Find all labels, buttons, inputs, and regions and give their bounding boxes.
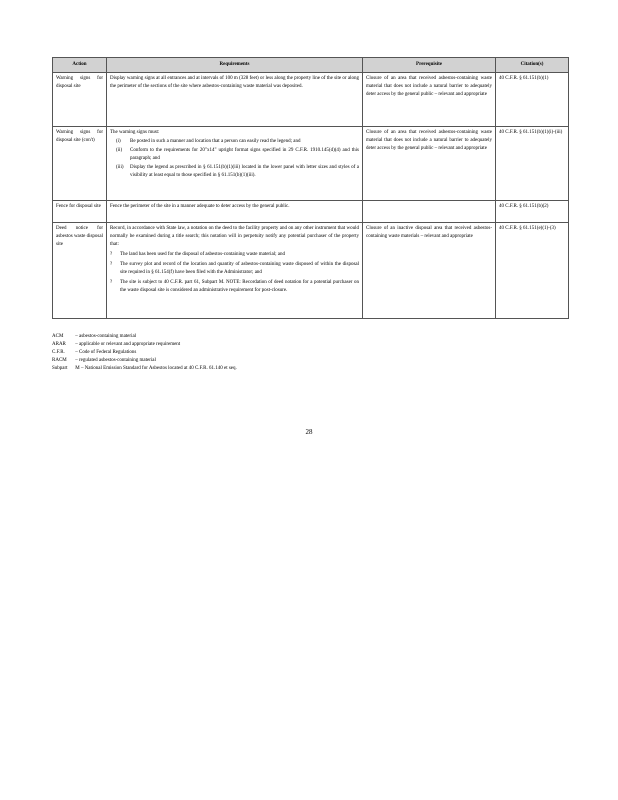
list-item — [116, 164, 359, 180]
list-text: The site is subject to 40 C.F.R. part 61, Subpart M. NOTE: Recordation of deed notation for a potential purchaser on the waste disposal site is considered an administrative requirement for post-closure. — [120, 280, 359, 293]
table-row — [53, 73, 569, 127]
cell-requirements — [107, 127, 363, 201]
abbreviation-key: ACM — [52, 334, 64, 339]
cell-prerequisite: Closure of an area that received asbestos-containing waste material that does not include a natural barrier to adequately deter access by the general public – relevant and appropriate — [363, 73, 496, 127]
cell-requirements — [107, 223, 363, 319]
list-item — [110, 279, 359, 295]
table-row — [53, 223, 569, 319]
cell-requirements: Fence the perimeter of the site in a manner adequate to deter access by the general public. — [107, 201, 363, 223]
cell-requirements: Display warning signs at all entrances and at intervals of 100 m (328 feet) or less along the property line of the site or along the perimeter of the sections of the site where asbestos-containing waste material was deposited. — [107, 73, 363, 127]
abbreviation-item — [52, 357, 237, 365]
requirements-table — [52, 57, 569, 319]
cell-action: Deed notice for asbestos waste disposal site — [53, 223, 107, 319]
abbreviation-item — [52, 365, 237, 373]
requirements-intro: The warning signs must: — [110, 130, 160, 135]
abbreviation-item — [52, 349, 237, 357]
cell-citation: 40 C.F.R. § 61.151(b)(1)(i)-(iii) — [496, 127, 569, 201]
cell-citation: 40 C.F.R. § 61.151(b)(1) — [496, 73, 569, 127]
list-marker: ? — [110, 252, 113, 257]
abbreviation-value: – Code of Federal Regulations — [75, 350, 137, 355]
list-text: Conform to the requirements for 20"x14" upright format signs specified in 29 C.F.R. 1910.145(d)(4) and this paragraph; and — [130, 148, 359, 161]
list-item — [110, 251, 359, 259]
list-marker: (iii) — [116, 165, 124, 170]
abbreviation-item — [52, 341, 237, 349]
cell-prerequisite — [363, 201, 496, 223]
abbreviations-list — [52, 333, 237, 373]
table-row — [53, 201, 569, 223]
cell-citation: 40 C.F.R. § 61.151(b)(2) — [496, 201, 569, 223]
abbreviation-item — [52, 333, 237, 341]
cell-action: Warning signs for disposal site (con't) — [53, 127, 107, 201]
abbreviation-value: M – National Emission Standard for Asbestos located at 40 C.F.R. 61.140 et seq. — [75, 366, 237, 371]
cell-action: Warning signs for disposal site — [53, 73, 107, 127]
abbreviation-key: RACM — [52, 358, 67, 363]
table-row — [53, 127, 569, 201]
abbreviation-value: – applicable or relevant and appropriate requirement — [75, 342, 181, 347]
abbreviation-key: ARAR — [52, 342, 66, 347]
page — [52, 57, 568, 319]
header-action: Action — [53, 58, 107, 73]
list-text: Be posted in such a manner and location that a person can easily read the legend; and — [130, 139, 301, 144]
header-citations: Citation(s) — [496, 58, 569, 73]
requirements-text: Record, in accordance with State law, a notation on the deed to the facility property and on any other instrument that would normally be examined during a title search; this notation will in perpetuity notify any potential purchaser of the property that: — [110, 226, 359, 247]
abbreviation-value: – asbestos-containing material — [75, 334, 137, 339]
table-header-row — [53, 58, 569, 73]
list-marker: (ii) — [116, 148, 123, 153]
list-item — [116, 138, 359, 146]
list-marker: ? — [110, 262, 113, 267]
cell-prerequisite: Closure of an inactive disposal area that received asbestos-containing waste materials – relevant and appropriate — [363, 223, 496, 319]
list-text: Display the legend as prescribed in § 61.151(b)(1)(iii) located in the lower panel with letter sizes and styles of a visibility at least equal to those specified in § 61.151(b)(1)(iii). — [130, 165, 359, 178]
list-item — [110, 261, 359, 277]
header-prerequisite: Prerequisite — [363, 58, 496, 73]
list-text: The land has been used for the disposal of asbestos-containing waste material; and — [120, 252, 285, 257]
list-item — [116, 147, 359, 163]
page-number: 28 — [305, 428, 313, 436]
cell-prerequisite: Closure of an area that received asbestos-containing waste material that does not include a natural barrier to adequately deter access by the general public – relevant and appropriate — [363, 127, 496, 201]
cell-citation: 40 C.F.R. § 61.151(e)(1)-(3) — [496, 223, 569, 319]
cell-action: Fence for disposal site — [53, 201, 107, 223]
abbreviation-key: Subpart — [52, 366, 68, 371]
list-marker: (i) — [116, 139, 121, 144]
abbreviation-value: – regulated asbestos-containing material — [75, 358, 156, 363]
abbreviation-key: C.F.R. — [52, 350, 65, 355]
list-marker: ? — [110, 280, 113, 285]
header-requirements: Requirements — [107, 58, 363, 73]
list-text: The survey plot and record of the location and quantity of asbestos-containing waste disposed of within the disposal site required in § 61.154(f) have been filed with the Administrator; and — [120, 262, 359, 275]
